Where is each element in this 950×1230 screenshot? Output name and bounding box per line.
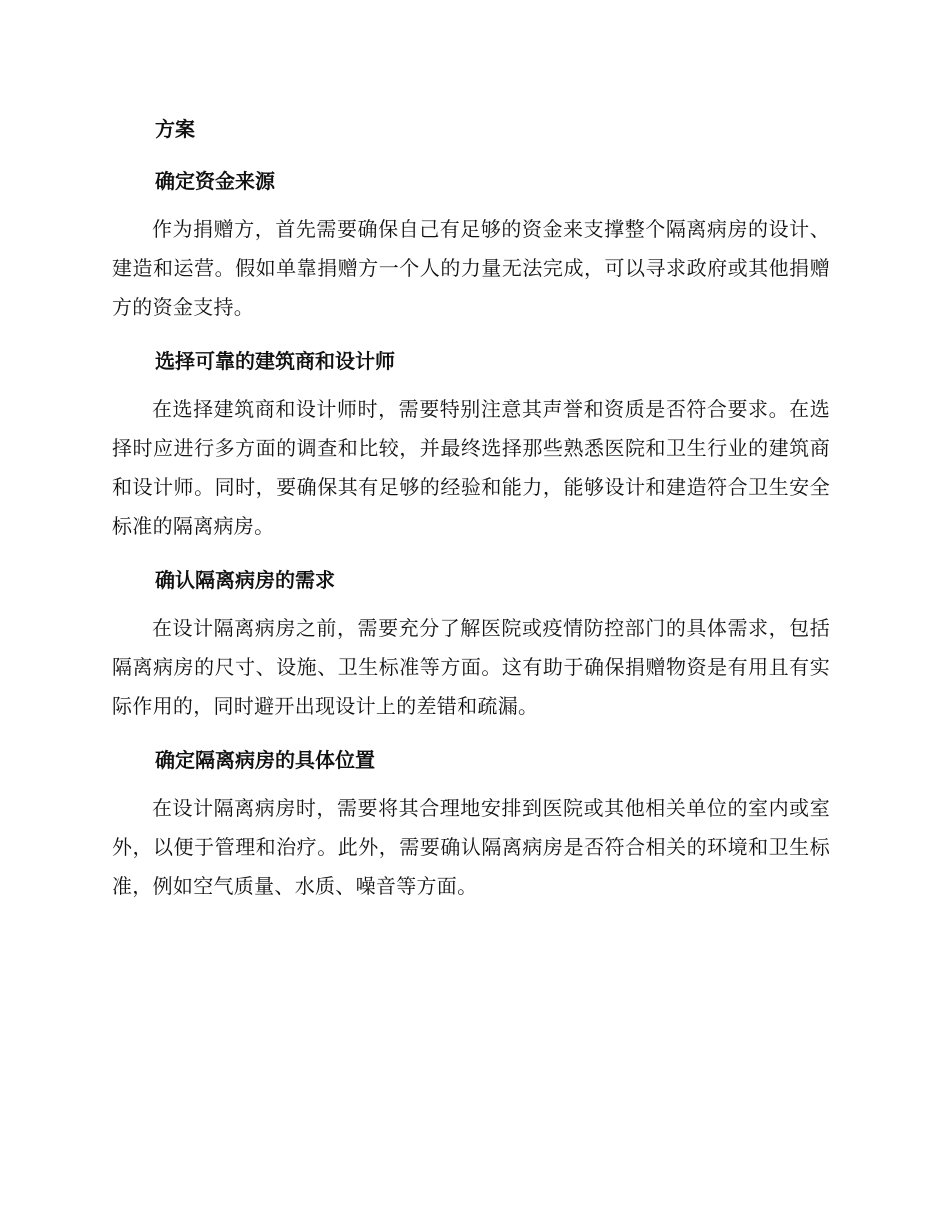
section-heading-location: 确定隔离病房的具体位置	[155, 748, 375, 772]
section-paragraph-funding: 作为捐赠方，首先需要确保自己有足够的资金来支撑整个隔离病房的设计、建造和运营。假如单靠捐赠方一个人的力量无法完成，可以寻求政府或其他捐赠方的资金支持。	[112, 217, 830, 319]
section-paragraph-builder: 在选择建筑商和设计师时，需要特别注意其声誉和资质是否符合要求。在选择时应进行多方面的调查和比较，并最终选择那些熟悉医院和卫生行业的建筑商和设计师。同时，要确保其有足够的经验和能力，能够设计和建造符合卫生安全标准的隔离病房。	[112, 397, 830, 538]
section-heading-funding: 确定资金来源	[155, 169, 275, 193]
section-paragraph-needs: 在设计隔离病房之前，需要充分了解医院或疫情防控部门的具体需求，包括隔离病房的尺寸、设施、卫生标准等方面。这有助于确保捐赠物资是有用且有实际作用的，同时避开出现设计上的差错和疏漏。	[112, 616, 830, 718]
section-heading-needs: 确认隔离病房的需求	[155, 568, 335, 592]
section-paragraph-location: 在设计隔离病房时，需要将其合理地安排到医院或其他相关单位的室内或室外，以便于管理和治疗。此外，需要确认隔离病房是否符合相关的环境和卫生标准，例如空气质量、水质、噪音等方面。	[112, 796, 830, 898]
section-heading-builder: 选择可靠的建筑商和设计师	[155, 349, 395, 373]
document-title: 方案	[155, 117, 195, 141]
